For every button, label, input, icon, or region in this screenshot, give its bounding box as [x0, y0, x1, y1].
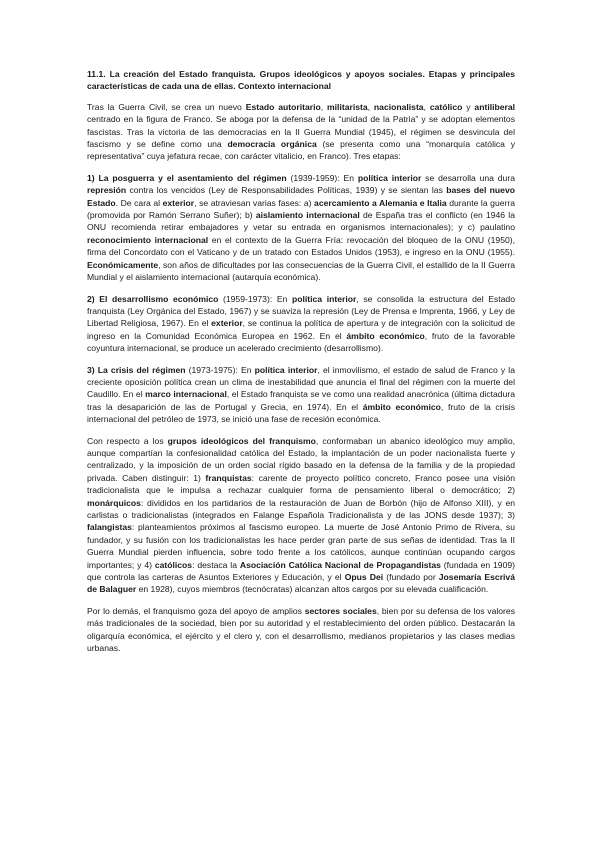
text-run: durante la guerra (promovida por Ramón Serrano Suñer); b): [87, 197, 516, 221]
text-run: , fruto de la crisis internacional del petróleo de 1973, se inició una fase de recesión económica.: [87, 401, 516, 425]
text-run: contra los vencidos (Ley de Responsabilidades Políticas, 1939) y se sientan las: [126, 185, 447, 196]
text-run: , se continua la política de apertura y de integración con la solicitud de ingreso en la Comunidad Económica Europea en 1962. En el: [87, 318, 515, 341]
bold-term: política interior: [254, 364, 318, 375]
text-run: , el inmovilismo, el estado de salud de Franco y la creciente oposición política crean un clima de inestabilidad que anuncia el final del régimen con la muerte del Caudillo. En el: [87, 364, 515, 400]
document-title: 11.1. La creación del Estado franquista. Grupos ideológicos y apoyos sociales. Etapas y principales características de cada una de ellas. Contexto internacional: [87, 69, 515, 92]
bold-term: acercamiento a Alemania e Italia: [314, 197, 447, 208]
bold-term: Josemaría Escrivá de Balaguer: [87, 572, 515, 595]
bold-term: ámbito económico: [362, 401, 441, 412]
bold-term: bases del nuevo Estado: [87, 185, 515, 208]
bold-term: ámbito económico: [346, 330, 425, 341]
bold-term: Asociación Católica Nacional de Propagandistas: [239, 559, 441, 570]
bold-term: monárquicos: [87, 497, 141, 508]
text-run: Por lo demás, el franquismo goza del apoyo de amplios: [87, 605, 305, 616]
bold-term: grupos ideológicos del franquismo: [167, 435, 316, 446]
stage-1-paragraph: [87, 172, 515, 284]
text-run: , el Estado franquista se ve como una realidad anacrónica (última dictadura tras la desaparición de las de Portugal y Grecia, en 1974). En el: [87, 389, 515, 412]
bold-term: 1) La posguerra y el asentamiento del régimen: [87, 172, 287, 183]
text-run: de España tras el conflicto (en 1946 la ONU recomienda retirar embajadores y vetar su entrada en organismos internacionales); y c) paulatino: [87, 210, 515, 233]
text-run: , se consolida la estructura del Estado franquista (Ley Orgánica del Estado, 1967) y se suaviza la represión (Ley de Prensa e Imprenta, 1966, y Ley de Libertad Religiosa, 1967). En el: [87, 293, 515, 329]
bold-term: política interior: [291, 293, 357, 304]
bold-term: 3) La crisis del régimen: [87, 364, 186, 375]
bold-term: aislamiento internacional: [255, 210, 360, 221]
text-run: ,: [320, 101, 328, 112]
bold-term: falangistas: [87, 522, 132, 533]
text-run: se desarrolla una dura: [421, 172, 515, 183]
text-run: ,: [423, 101, 430, 112]
bold-term: represión: [87, 185, 127, 196]
bold-term: reconocimiento internacional: [87, 234, 209, 245]
bold-term: democracia orgánica: [227, 139, 317, 150]
bold-term: católico: [429, 101, 463, 112]
text-run: (1959-1973): En: [218, 293, 292, 304]
text-run: y: [462, 101, 475, 112]
text-run: ,: [367, 101, 374, 112]
bold-term: sectores sociales: [304, 605, 377, 616]
bold-term: Opus Dei: [344, 572, 384, 583]
bold-term: marco internacional: [145, 389, 227, 400]
text-run: : divididos en los partidarios de la restauración de Juan de Borbón (hijo de Alfonso XIII), y en carlistas o tradicionalistas (integrados en Falange Española Tradicionalista y de las JONS desde 1937); 3): [87, 497, 515, 520]
social-support-paragraph: [87, 605, 515, 655]
stage-3-paragraph: [87, 364, 515, 426]
text-run: (se presenta como una “monarquía católica y representativa” cuya jefatura recae, con carácter vitalicio, en Franco). Tres etapas:: [87, 139, 515, 162]
text-run: (1939-1959): En: [286, 172, 358, 183]
bold-term: católicos: [154, 559, 193, 570]
text-run: en 1928), cuyos miembros (tecnócratas) alcanzan altos cargos por su elevada cualificación.: [136, 584, 489, 595]
bold-term: 2) El desarrollismo económico: [87, 293, 219, 304]
bold-term: Estado autoritario: [245, 101, 321, 112]
text-run: (1973-1975): En: [185, 364, 255, 375]
text-run: , conformaban un abanico ideológico muy amplio, aunque compartían la confesionalidad católica del Estado, la implantación de un poder nacionalista fuerte y centralizado, y la imposición de un orden social rígido basado en la defensa de la familia y de la propiedad privada. Caben distinguir: 1): [87, 435, 515, 483]
document-page: [87, 68, 515, 663]
text-run: (fundada en 1909) que controla las carteras de Asuntos Exteriores y Educación, y el: [87, 559, 515, 583]
text-run: centrado en la figura de Franco. Se aboga por la defensa de la “unidad de la Patria” y se adoptan elementos fascistas. Tras la victoria de las democracias en la II Guerra Mundial (1945), el régimen se desvincula del fascismo y se define como una: [87, 114, 515, 150]
ideological-groups-paragraph: [87, 435, 515, 596]
text-run: , bien por su defensa de los valores más tradicionales de la sociedad, bien por su autoridad y el restablecimiento del orden público. Destacarán la oligarquía económica, el ejército y el clero y, con el desarrollismo, medianos propietarios y las clases medias urbanas.: [87, 605, 515, 654]
bold-term: militarista: [327, 101, 368, 112]
text-run: : destaca la: [192, 559, 240, 570]
bold-term: Económicamente: [87, 259, 159, 270]
text-run: , son años de dificultades por las consecuencias de la Guerra Civil, el estallido de la II Guerra Mundial y el aislamiento internacional (autarquía económica).: [87, 259, 515, 283]
text-run: . De cara al: [115, 197, 163, 208]
bold-term: franquistas: [205, 472, 252, 483]
text-run: , fruto de la favorable coyuntura internacional, se produce un acelerado crecimiento (desarrollismo).: [87, 330, 516, 354]
text-run: : carente de proyecto político concreto, Franco posee una visión tradicionalista que le impulsa a rechazar cualquier forma de pensamiento liberal o democrático; 2): [87, 472, 515, 496]
text-run: : planteamientos próximos al fascismo europeo. La muerte de José Antonio Primo de Rivera, su fundador, y su fusión con los tradicionalistas les hace perder gran parte de sus señas de identidad. Tras la II Guerra Mundial pierden influencia, sobre todo frente a los católicos, aunque continúan ocupando cargos importantes; y 4): [87, 522, 515, 570]
bold-term: política interior: [357, 172, 422, 183]
text-run: Con respecto a los: [87, 435, 168, 446]
bold-term: antiliberal: [474, 101, 516, 112]
stage-2-paragraph: [87, 293, 515, 355]
text-run: en el contexto de la Guerra Fría: revocación del bloqueo de la ONU (1950), firma del Concordato con el Vaticano y de un tratado con Estados Unidos (1953), e ingreso en la ONU (1955).: [87, 234, 515, 258]
intro-paragraph: [87, 101, 515, 163]
bold-term: nacionalista: [373, 101, 424, 112]
text-run: , se atraviesan varias fases: a): [194, 197, 315, 208]
text-run: (fundado por: [383, 572, 439, 583]
bold-term: exterior: [162, 197, 195, 208]
bold-term: exterior: [211, 318, 243, 329]
text-run: Tras la Guerra Civil, se crea un nuevo: [87, 101, 246, 112]
